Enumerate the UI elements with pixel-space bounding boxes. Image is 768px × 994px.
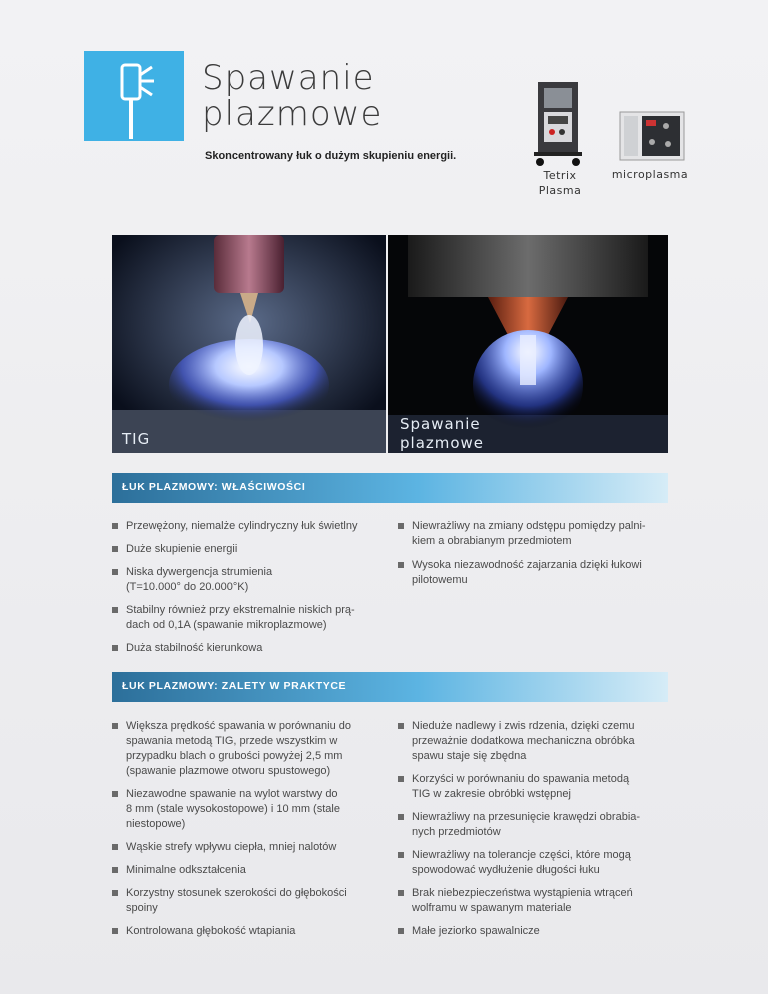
tetrix-plasma-machine-image — [530, 78, 590, 168]
list-item-text: Nieduże nadlewy i zwis rdzenia, dzięki czemu — [412, 720, 635, 732]
list-item — [112, 519, 382, 534]
list-item-text: Duże skupienie energii — [126, 543, 238, 555]
advantages-list-right — [398, 719, 668, 939]
list-item-text: Minimalne odkształcenia — [126, 864, 246, 876]
list-item — [112, 603, 382, 633]
photo-label-line: Spawanie — [400, 415, 481, 433]
product-caption-microplasma: microplasma — [611, 168, 689, 181]
list-item-text: Niewrażliwy na tolerancje części, które mogą — [412, 849, 631, 861]
page-title — [202, 60, 382, 132]
list-item — [398, 886, 668, 916]
list-item-text: Wysoka niezawodność zajarzania dzięki łukowi — [412, 559, 642, 571]
welding-torch-icon — [84, 51, 184, 141]
product-caption-tetrix — [520, 168, 600, 198]
list-item — [112, 886, 382, 916]
properties-list-right — [398, 519, 668, 588]
list-item-text: Niska dywergencja strumienia — [126, 566, 273, 578]
list-item-text: spawania metodą TIG, przede wszystkim w — [126, 735, 338, 747]
list-item — [112, 641, 382, 656]
list-item-text: kiem a obrabianym przedmiotem — [412, 535, 572, 547]
list-item-text: wolframu w spawanym materiale — [412, 902, 572, 914]
list-item — [112, 863, 382, 878]
section-heading-text: ŁUK PLAZMOWY: WŁAŚCIWOŚCI — [122, 481, 306, 493]
list-item-text: Kontrolowana głębokość wtapiania — [126, 925, 296, 937]
advantages-list-left — [112, 719, 382, 939]
list-item — [398, 810, 668, 840]
list-item — [398, 924, 668, 939]
list-item-text: Korzyści w porównaniu do spawania metodą — [412, 773, 630, 785]
list-item — [398, 558, 668, 588]
product-caption-line: Tetrix — [543, 169, 577, 182]
product-caption-line: Plasma — [538, 184, 582, 197]
subtitle: Skoncentrowany łuk o dużym skupieniu energii. — [205, 150, 457, 162]
list-item-text: przypadku blach o grubości powyżej 2,5 mm — [126, 750, 343, 762]
list-item-text: nych przedmiotów — [412, 826, 501, 838]
list-item — [112, 840, 382, 855]
list-item — [112, 565, 382, 595]
list-item-text: Niewrażliwy na zmiany odstępu pomiędzy palni- — [412, 520, 646, 532]
section-heading-text: ŁUK PLAZMOWY: ZALETY W PRAKTYCE — [122, 680, 347, 692]
list-item — [112, 787, 382, 832]
list-item — [112, 924, 382, 939]
photo-label-line: plazmowe — [400, 434, 485, 452]
list-item-text: Niezawodne spawanie na wylot warstwy do — [126, 788, 338, 800]
list-item — [398, 719, 668, 764]
list-item-text: Korzystny stosunek szerokości do głębokości — [126, 887, 347, 899]
torch-logo — [84, 51, 184, 141]
title-line-2: plazmowe — [202, 94, 383, 134]
list-item-text: spowodować wydłużenie długości łuku — [412, 864, 600, 876]
photo-label-plasma — [400, 415, 484, 453]
list-item-text: Przewężony, niemalże cylindryczny łuk świetlny — [126, 520, 358, 532]
tig-arc-image — [112, 235, 386, 453]
list-item-text: Brak niebezpieczeństwa wystąpienia wtrąceń — [412, 887, 633, 899]
list-item-text: (T=10.000° do 20.000°K) — [126, 581, 249, 593]
list-item-text: dach od 0,1A (spawanie mikroplazmowe) — [126, 619, 327, 631]
list-item-text: przeważnie dodatkowa mechaniczna obróbka — [412, 735, 635, 747]
list-item-text: Niewrażliwy na przesunięcie krawędzi obrabia- — [412, 811, 641, 823]
list-item-text: spoiny — [126, 902, 158, 914]
list-item-text: Większa prędkość spawania w porównaniu do — [126, 720, 352, 732]
section-heading-properties — [112, 473, 668, 503]
plasma-photo — [388, 235, 668, 453]
list-item-text: TIG w zakresie obróbki wstępnej — [412, 788, 571, 800]
list-item-text: niestopowe) — [126, 818, 186, 830]
tig-photo — [112, 235, 386, 453]
photo-label-tig: TIG — [122, 430, 151, 448]
list-item — [398, 848, 668, 878]
list-item-text: (spawanie plazmowe otworu spustowego) — [126, 765, 331, 777]
list-item — [398, 772, 668, 802]
list-item — [398, 519, 668, 549]
list-item-text: 8 mm (stale wysokostopowe) i 10 mm (stale — [126, 803, 340, 815]
title-line-1: Spawanie — [202, 58, 375, 98]
microplasma-machine-image — [618, 108, 686, 164]
list-item-text: spawu staje się zbędna — [412, 750, 527, 762]
list-item-text: Małe jeziorko spawalnicze — [412, 925, 540, 937]
section-heading-advantages — [112, 672, 668, 702]
properties-list-left — [112, 519, 382, 656]
list-item-text: Wąskie strefy wpływu ciepła, mniej nalotów — [126, 841, 337, 853]
list-item-text: Stabilny również przy ekstremalnie niskich prą- — [126, 604, 355, 616]
list-item-text: Duża stabilność kierunkowa — [126, 642, 263, 654]
list-item-text: pilotowemu — [412, 574, 468, 586]
list-item — [112, 719, 382, 779]
list-item — [112, 542, 382, 557]
